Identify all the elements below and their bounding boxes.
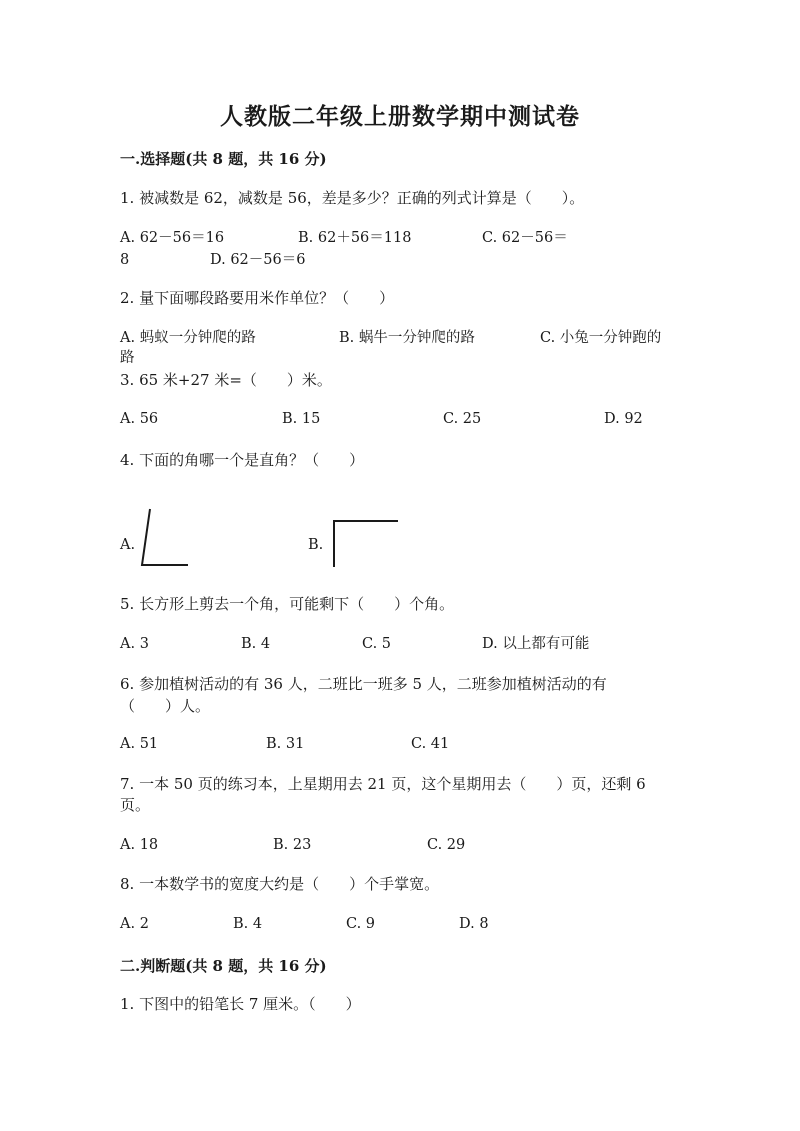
question-8-option-b: B. 4 <box>233 916 263 932</box>
question-1-option-c: C. 62－56＝ <box>482 230 568 246</box>
question-5-option-a: A. 3 <box>120 636 149 652</box>
question-7-option-a: A. 18 <box>120 837 159 853</box>
question-2-option-b: B. 蜗牛一分钟爬的路 <box>339 330 475 346</box>
question-2-option-a: A. 蚂蚁一分钟爬的路 <box>120 330 256 346</box>
question-7-stem-continued: 页。 <box>120 796 151 814</box>
question-3-option-c: C. 25 <box>443 411 482 427</box>
acute-angle-figure <box>136 505 196 570</box>
question-4-stem: 4. 下面的角哪一个是直角？（ ） <box>120 451 365 469</box>
question-6-stem: 6. 参加植树活动的有 36 人，二班比一班多 5 人，二班参加植树活动的有 <box>120 675 607 693</box>
question-6-option-b: B. 31 <box>266 736 305 752</box>
question-3-option-a: A. 56 <box>120 411 159 427</box>
question-5-option-d: D. 以上都有可能 <box>482 636 590 652</box>
question-4-option-a-label: A. <box>120 537 136 553</box>
question-5-option-b: B. 4 <box>241 636 271 652</box>
judgment-1-stem: 1. 下图中的铅笔长 7 厘米。（ ） <box>120 995 361 1013</box>
question-2-stem: 2. 量下面哪段路要用米作单位？（ ） <box>120 289 395 307</box>
question-1-option-b: B. 62＋56＝118 <box>298 230 412 246</box>
question-7-option-b: B. 23 <box>273 837 312 853</box>
question-8-option-a: A. 2 <box>120 916 149 932</box>
question-6-stem-continued: （ ）人。 <box>120 697 211 715</box>
question-6-option-c: C. 41 <box>411 736 450 752</box>
question-1-stem: 1. 被减数是 62，减数是 56，差是多少？正确的列式计算是（ ）。 <box>120 189 585 207</box>
question-1-option-c-continued: 8 <box>120 252 130 268</box>
question-8-option-c: C. 9 <box>346 916 376 932</box>
page-title: 人教版二年级上册数学期中测试卷 <box>220 103 580 130</box>
question-2-option-c-continued: 路 <box>120 350 135 366</box>
question-8-option-d: D. 8 <box>459 916 489 932</box>
question-6-option-a: A. 51 <box>120 736 159 752</box>
section-heading-choice: 一.选择题(共 8 题，共 16 分) <box>120 150 327 168</box>
section-heading-true-false: 二.判断题(共 8 题，共 16 分) <box>120 957 327 975</box>
question-5-option-c: C. 5 <box>362 636 392 652</box>
question-8-stem: 8. 一本数学书的宽度大约是（ ）个手掌宽。 <box>120 875 440 893</box>
right-angle-figure <box>326 515 404 570</box>
question-1-option-d: D. 62－56＝6 <box>210 252 306 268</box>
question-5-stem: 5. 长方形上剪去一个角，可能剩下（ ）个角。 <box>120 595 455 613</box>
question-4-option-b-label: B. <box>308 537 324 553</box>
question-7-stem: 7. 一本 50 页的练习本，上星期用去 21 页，这个星期用去（ ）页，还剩 6 <box>120 775 646 793</box>
question-3-option-b: B. 15 <box>282 411 321 427</box>
question-1-option-a: A. 62－56＝16 <box>120 230 225 246</box>
question-3-stem: 3. 65 米+27 米=（ ）米。 <box>120 371 332 389</box>
question-2-option-c: C. 小兔一分钟跑的 <box>540 330 662 346</box>
question-7-option-c: C. 29 <box>427 837 466 853</box>
question-3-option-d: D. 92 <box>604 411 643 427</box>
